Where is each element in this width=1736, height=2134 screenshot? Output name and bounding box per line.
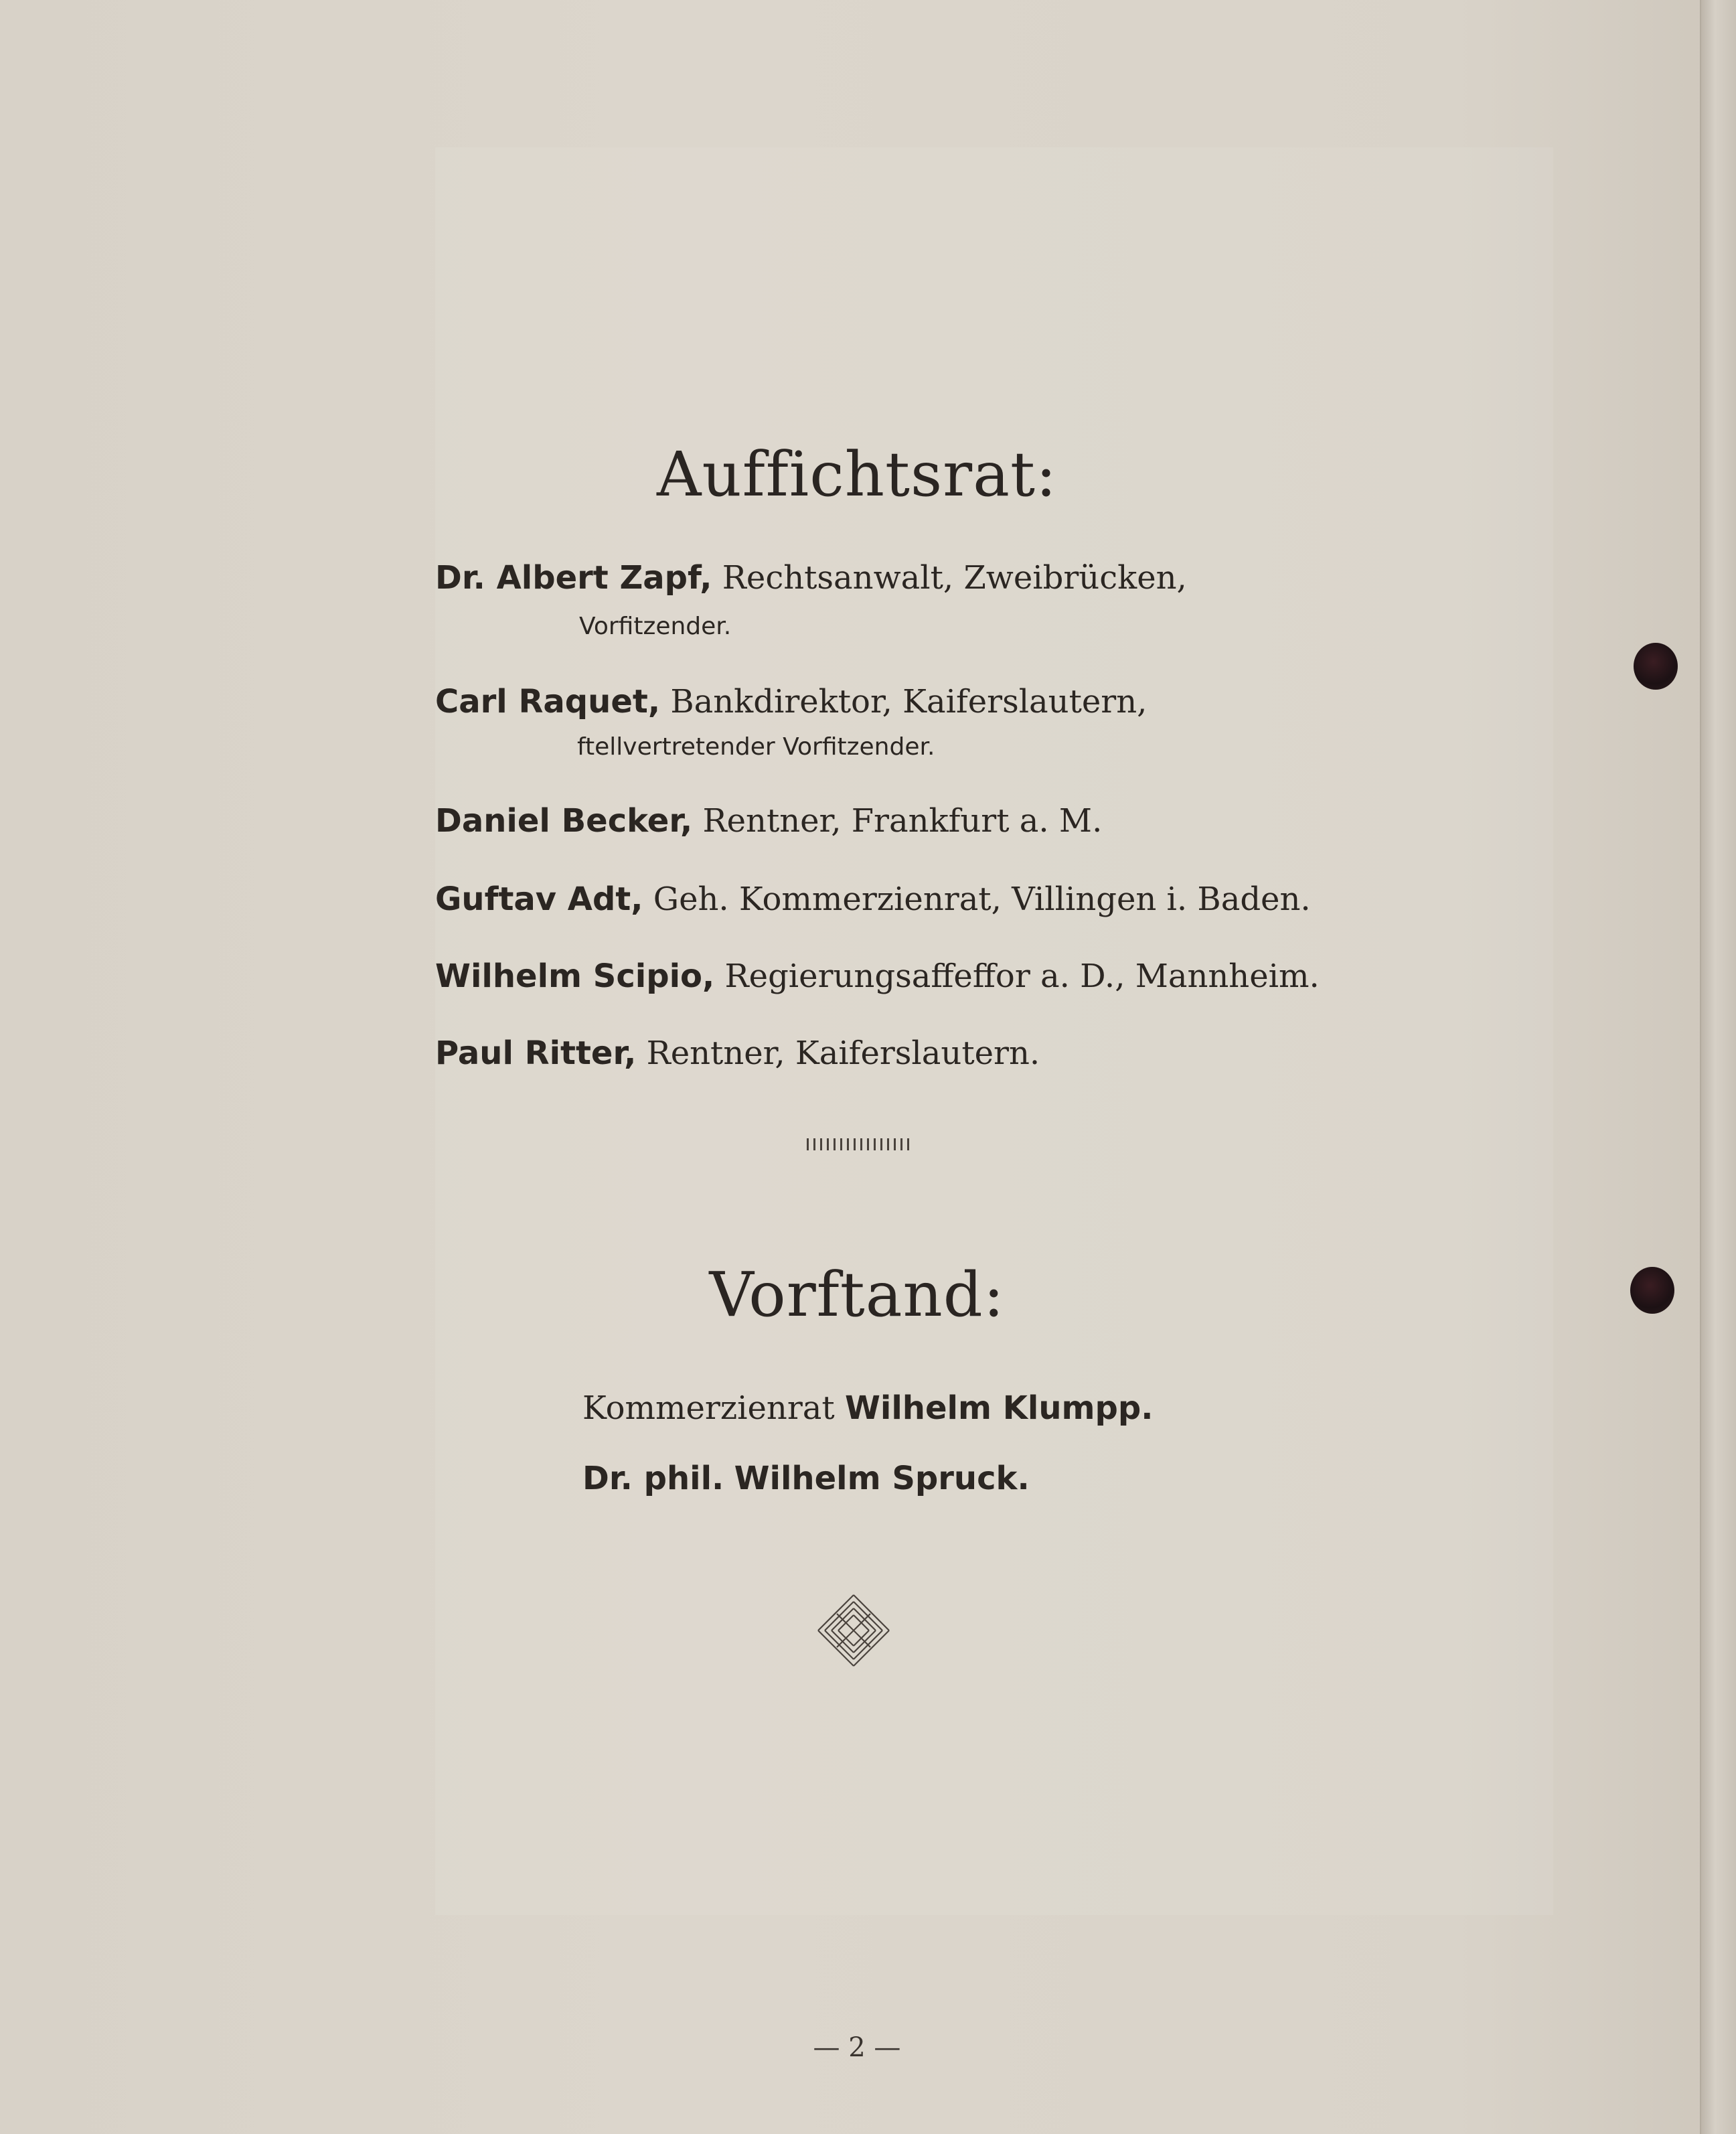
section-divider: [807, 1138, 911, 1150]
member-name: Wilhelm Scipio,: [435, 958, 715, 995]
vorstand-name: Wilhelm Spruck.: [734, 1460, 1030, 1497]
aufsichtsrat-heading: Auffichtsrat:: [657, 439, 1057, 510]
member-name: Guftav Adt,: [435, 881, 643, 918]
member-details: Bankdirektor, Kaiferslautern,: [670, 683, 1148, 720]
member-role-1: Vorfitzender.: [579, 613, 732, 640]
member-line-6: [435, 1035, 1040, 1072]
diamond-ornament-icon: [817, 1594, 890, 1667]
member-line-2: [435, 683, 1147, 720]
member-details: Geh. Kommerzienrat, Villingen i. Baden.: [653, 881, 1311, 918]
member-line-4: [435, 881, 1311, 918]
vorstand-line-2: [582, 1460, 1030, 1497]
member-details: Rentner, Kaiferslautern.: [646, 1035, 1040, 1072]
vorstand-title: Kommerzienrat: [582, 1389, 835, 1427]
member-line-5: [435, 958, 1320, 995]
member-name: Paul Ritter,: [435, 1035, 637, 1072]
member-name: Dr. Albert Zapf,: [435, 559, 712, 597]
member-role-2: ftellvertretender Vorfitzender.: [577, 733, 935, 761]
member-line-3: [435, 802, 1102, 840]
binding-hole: [1630, 1267, 1674, 1314]
member-name: Daniel Becker,: [435, 802, 693, 840]
member-name: Carl Raquet,: [435, 683, 661, 720]
member-line-1: [435, 559, 1187, 597]
binding-hole: [1634, 643, 1678, 690]
member-details: Rentner, Frankfurt a. M.: [702, 802, 1103, 840]
vorstand-title: Dr. phil.: [582, 1460, 724, 1497]
member-details: Rechtsanwalt, Zweibrücken,: [722, 559, 1187, 597]
bleed-through-area: [435, 147, 1553, 1915]
vorstand-heading: Vorftand:: [709, 1259, 1005, 1330]
page-edge: [1700, 0, 1736, 2134]
member-details: Regierungsaffeffor a. D., Mannheim.: [724, 958, 1320, 995]
vorstand-line-1: [582, 1389, 1153, 1427]
vorstand-name: Wilhelm Klumpp.: [844, 1389, 1154, 1427]
page-number: — 2 —: [813, 2032, 901, 2063]
